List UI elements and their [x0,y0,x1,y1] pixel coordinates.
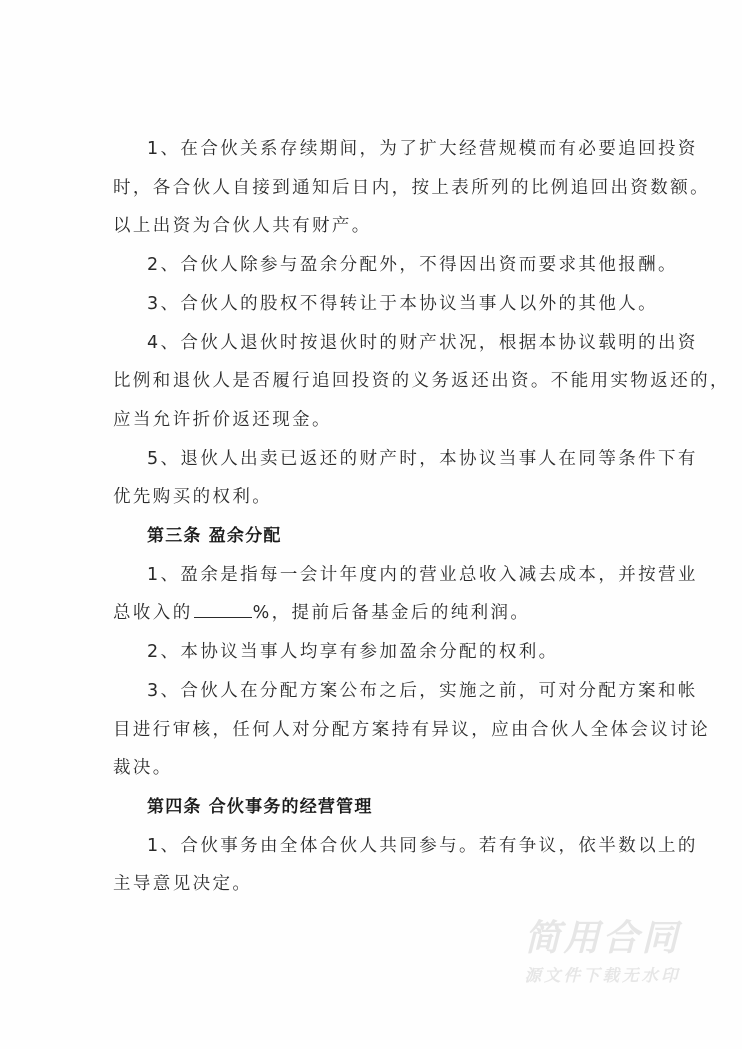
text-line: 应当允许折价返还现金。 [113,409,332,430]
paragraph-4-1 [113,827,698,904]
watermark-tagline: 源文件下载无水印 [524,966,681,985]
text-line: 主导意见决定。 [113,874,253,895]
text-line: 1、盈余是指每一会计年度内的营业总收入减去成本，并按营业 [147,564,698,585]
percentage-blank-field[interactable] [194,603,252,618]
text-line-with-blank [113,594,659,633]
text-line: 3、合伙人在分配方案公布之后，实施之前，可对分配方案和帐 [147,680,698,701]
text-line: 2、本协议当事人均享有参加盈余分配的权利。 [147,642,559,663]
text-line: 1、在合伙关系存续期间，为了扩大经营规模而有必要追回投资 [147,139,698,159]
paragraph-2-1 [113,130,710,246]
text-line: 裁决。 [113,758,173,779]
paragraph-3-1 [113,556,698,633]
document-body [113,130,730,904]
paragraph-3-2 [113,633,659,672]
text-after-blank: %，提前后备基金后的纯利润。 [252,603,531,624]
paragraph-2-5 [113,440,698,517]
paragraph-3-3 [113,672,710,788]
text-line: 优先购买的权利。 [113,487,273,508]
watermark-logo-text: 简用合同 [524,918,681,959]
text-line: 1、合伙事务由全体合伙人共同参与。若有争议，依半数以上的 [147,835,698,856]
text-line: 时，各合伙人自接到通知后日内，按上表所列的比例追回出资数额。 [113,177,710,198]
text-line: 目进行审核，任何人对分配方案持有异议，应由合伙人全体会议讨论 [113,719,710,740]
section-heading-article-3: 第三条 盈余分配 [147,526,282,547]
section-heading-article-4: 第四条 合伙事务的经营管理 [147,796,373,817]
text-before-blank: 总收入的 [113,603,193,624]
text-line: 5、退伙人出卖已返还的财产时，本协议当事人在同等条件下有 [147,448,698,469]
paragraph-2-4 [113,324,730,440]
text-line: 以上出资为合伙人共有财产。 [113,216,372,237]
paragraph-2-2 [113,246,678,285]
text-line: 3、合伙人的股权不得转让于本协议当事人以外的其他人。 [147,293,659,314]
text-line: 2、合伙人除参与盈余分配外，不得因出资而要求其他报酬。 [147,255,678,276]
paragraph-2-3 [113,285,659,324]
watermark [510,918,695,988]
text-line: 比例和退伙人是否履行追回投资的义务返还出资。不能用实物返还的， [113,371,730,392]
text-line: 4、合伙人退伙时按退伙时的财产状况，根据本协议载明的出资 [147,332,698,353]
